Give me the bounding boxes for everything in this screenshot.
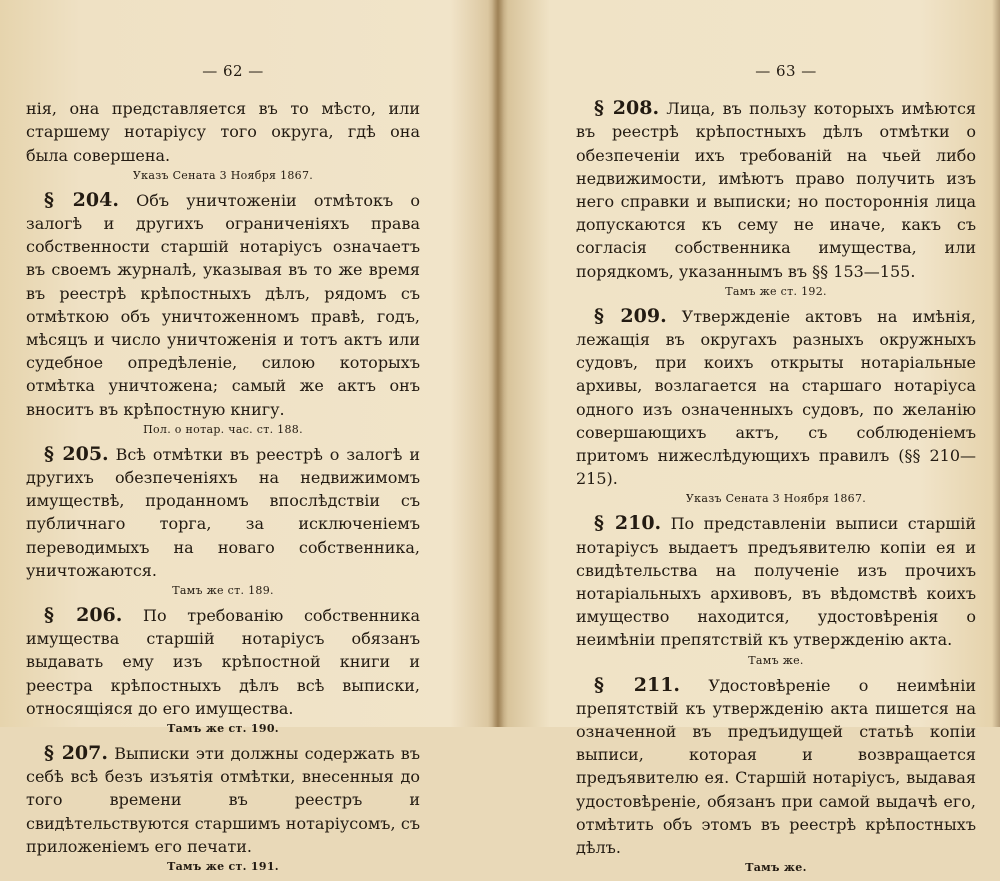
article-206: [26, 604, 420, 720]
article-text: Удостовѣреніе о неимѣніи препятствій къ утвержденію акта пишется на означенной въ предъидущей статьѣ копіи выписи, которая и возвращается предъявителю ея. Старшій нотаріусъ, выдавая удостовѣреніе, обязанъ при самой выдачѣ его, отмѣтить объ этомъ въ реестрѣ крѣпостныхъ дѣлъ.: [576, 675, 977, 858]
paragraph-source: Указъ Сената 3 Ноября 1867.: [132, 168, 314, 182]
article-208: [576, 97, 976, 283]
article-text: По требованію собственника имущества старшій нотаріусъ обязанъ выдавать ему изъ крѣпостной книги и реестра крѣпостныхъ дѣлъ всѣ выписки, относящіяся до его имущества.: [26, 606, 420, 718]
article-text: Утвержденіе актовъ на имѣнія, лежащія въ округахъ разныхъ окружныхъ судовъ, при коихъ открыты нотаріальные архивы, возлагается на старшаго нотаріуса одного изъ означенныхъ судовъ, по желанію совершающихъ актъ, съ соблюденіемъ притомъ нижеслѣдующихъ правилъ (§§ 210—215).: [576, 306, 977, 489]
section-number: § 211.: [594, 673, 681, 696]
article-text: Всѣ отмѣтки въ реестрѣ о залогѣ и другихъ обезпеченіяхъ на недвижимомъ имуществѣ, проданномъ впослѣдствіи съ публичнаго торга, за исключеніемъ переводимыхъ на новаго собственника, уничтожаются.: [26, 444, 420, 580]
page-number-right: — 63 —: [755, 62, 817, 80]
paragraph-source: Тамъ же ст. 190.: [167, 722, 279, 736]
section-number: § 208.: [594, 97, 660, 120]
paragraph-source: Пол. о нотар. час. ст. 188.: [143, 422, 303, 436]
paragraph-source: Тамъ же.: [745, 861, 807, 875]
article-text: Выписки эти должны содержать въ себѣ всѣ безъ изъятія отмѣтки, внесенныя до того времени въ реестръ и свидѣтельствуются старшимъ нотаріусомъ, съ приложеніемъ его печати.: [26, 744, 420, 856]
article-211: [576, 674, 976, 860]
article-text: Лица, въ пользу которыхъ имѣются въ реестрѣ крѣпостныхъ дѣлъ отмѣтки о обезпеченіи ихъ требованій на чьей либо недвижимости, имѣютъ право получить изъ него справки и выписки; но постороннія лица допускаются къ сему не иначе, какъ съ согласія собственника имущества, или порядкомъ, указаннымъ въ §§ 153—155.: [576, 99, 976, 281]
paragraph-source: Тамъ же.: [748, 653, 804, 667]
right-page: [576, 60, 976, 881]
paragraph-source: Тамъ же ст. 192.: [725, 284, 827, 298]
paragraph-source: Указъ Сената 3 Ноября 1867.: [685, 492, 867, 506]
paragraph-source: Тамъ же ст. 189.: [172, 584, 274, 598]
article-text: По представленіи выписи старшій нотаріусъ выдаетъ предъявителю копіи ея и свидѣтельства на полученіе изъ прочихъ нотаріальныхъ архивовъ, въ вѣдомствѣ коихъ имущество находится, удостовѣренія о неимѣніи препятствій къ утвержденію акта.: [576, 514, 977, 650]
section-number: § 207.: [44, 742, 108, 765]
article-205: [26, 443, 420, 582]
section-number: § 209.: [594, 304, 667, 327]
section-number: § 206.: [44, 604, 123, 627]
section-number: § 210.: [594, 512, 662, 535]
article-209: [576, 305, 976, 491]
book-gutter: [488, 0, 508, 727]
section-number: § 204.: [44, 188, 119, 211]
page-edge: [992, 0, 1000, 727]
continuation-paragraph: нія, она представляется въ то мѣсто, или старшему нотаріусу того округа, гдѣ она была совершена.: [26, 99, 420, 165]
article-text: Объ уничтоженіи отмѣтокъ о залогѣ и другихъ ограниченіяхъ права собственности старшій нотаріусъ означаетъ въ своемъ журналѣ, указывая въ то же время въ реестрѣ крѣпостныхъ дѣлъ, рядомъ съ отмѣткою объ уничтоженномъ правѣ, годъ, мѣсяцъ и число уничтоженія и тотъ актъ или судебное опредѣленіе, силою которыхъ отмѣтка уничтожена; самый же актъ онъ вноситъ въ крѣпостную книгу.: [26, 190, 421, 419]
left-page: [26, 60, 420, 880]
article-210: [576, 512, 976, 651]
article-204: [26, 189, 420, 421]
section-number: § 205.: [44, 442, 109, 465]
paragraph-source: Тамъ же ст. 191.: [167, 860, 279, 874]
article-207: [26, 742, 420, 858]
page-number-left: — 62 —: [202, 62, 264, 80]
